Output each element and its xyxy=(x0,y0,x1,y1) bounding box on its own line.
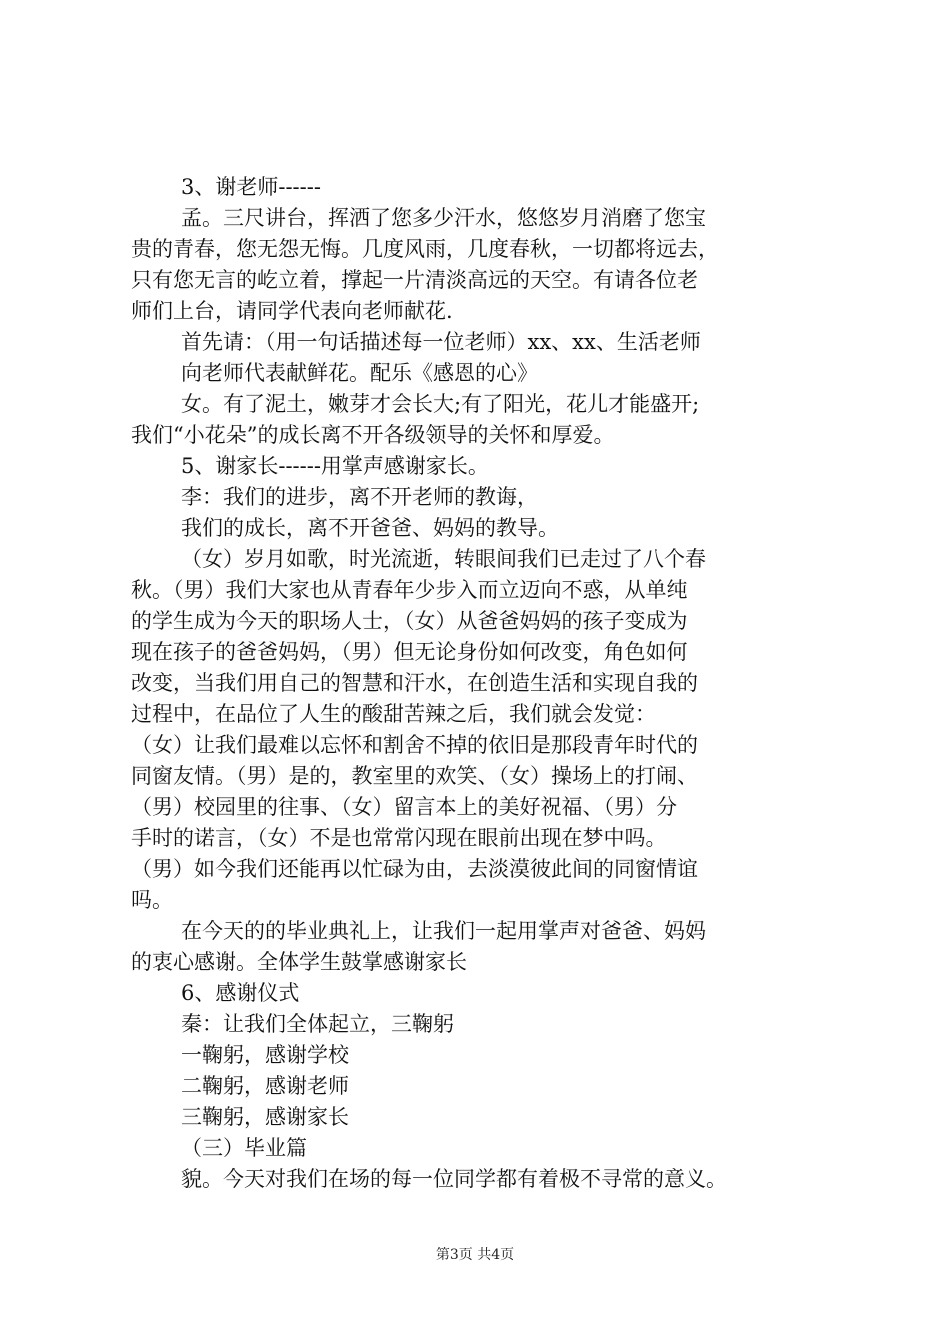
paragraph-line: 向老师代表献鲜花。配乐《感恩的心》 xyxy=(181,361,538,385)
section-heading-thank-teachers: 3、谢老师------ xyxy=(181,175,321,199)
paragraph-line: 孟。三尺讲台，挥洒了您多少汗水，悠悠岁月消磨了您宝 xyxy=(181,206,706,230)
paragraph-line: 我们“小花朵”的成长离不开各级领导的关怀和厚爱。 xyxy=(131,423,615,447)
paragraph-line: 现在孩子的爸爸妈妈，（男）但无论身份如何改变，角色如何 xyxy=(131,640,688,664)
page-number-footer: 第3页 共4页 xyxy=(435,1247,515,1263)
paragraph-line: 过程中，在品位了人生的酸甜苦辣之后，我们就会发觉： xyxy=(131,702,656,726)
document-body xyxy=(131,172,831,1195)
paragraph-line: 手时的诺言，（女）不是也常常闪现在眼前出现在梦中吗。 xyxy=(131,826,667,850)
paragraph-line: 只有您无言的屹立着，撑起一片清淡高远的天空。有请各位老 xyxy=(131,268,698,292)
paragraph-line: （男）如今我们还能再以忙碌为由，去淡漠彼此间的同窗情谊 xyxy=(131,857,698,881)
paragraph-line: （女）岁月如歌，时光流逝，转眼间我们已走过了八个春 xyxy=(181,547,706,571)
paragraph-line: （女）让我们最难以忘怀和割舍不掉的依旧是那段青年时代的 xyxy=(131,733,698,757)
paragraph-line: 的衷心感谢。全体学生鼓掌感谢家长 xyxy=(131,950,467,974)
paragraph-line: 吗。 xyxy=(131,888,173,912)
paragraph-line: 秦：让我们全体起立，三鞠躬 xyxy=(181,1012,454,1036)
list-item: 一鞠躬，感谢学校 xyxy=(181,1043,349,1067)
section-heading-thanks-ceremony: 6、感谢仪式 xyxy=(181,981,300,1005)
paragraph-line: 貌。今天对我们在场的每一位同学都有着极不寻常的意义。 xyxy=(181,1167,727,1191)
paragraph-line: 的学生成为今天的职场人士，（女）从爸爸妈妈的孩子变成为 xyxy=(131,609,688,633)
paragraph-line: 女。有了泥土，嫩芽才会长大;有了阳光，花儿才能盛开; xyxy=(181,392,700,416)
section-heading-thank-parents: 5、谢家长------用掌声感谢家长。 xyxy=(181,454,489,478)
paragraph-line: 同窗友情。（男）是的，教室里的欢笑、（女）操场上的打闹、 xyxy=(131,764,698,788)
paragraph-line: 李：我们的进步，离不开老师的教诲， xyxy=(181,485,538,509)
paragraph-line: 贵的青春，您无怨无悔。几度风雨，几度春秋，一切都将远去， xyxy=(131,237,719,261)
paragraph-line: 首先请：（用一句话描述每一位老师）xx、xx、生活老师 xyxy=(181,330,701,354)
paragraph-line: 师们上台，请同学代表向老师献花. xyxy=(131,299,453,323)
paragraph-line: （男）校园里的往事、（女）留言本上的美好祝福、（男）分 xyxy=(131,795,677,819)
section-heading-graduation: （三）毕业篇 xyxy=(181,1136,307,1160)
list-item: 二鞠躬，感谢老师 xyxy=(181,1074,349,1098)
paragraph-line: 秋。（男）我们大家也从青春年少步入而立迈向不惑，从单纯 xyxy=(131,578,688,602)
paragraph-line: 在今天的的毕业典礼上，让我们一起用掌声对爸爸、妈妈 xyxy=(181,919,706,943)
paragraph-line: 改变，当我们用自己的智慧和汗水，在创造生活和实现自我的 xyxy=(131,671,698,695)
paragraph-line: 我们的成长，离不开爸爸、妈妈的教导。 xyxy=(181,516,559,540)
list-item: 三鞠躬，感谢家长 xyxy=(181,1105,349,1129)
